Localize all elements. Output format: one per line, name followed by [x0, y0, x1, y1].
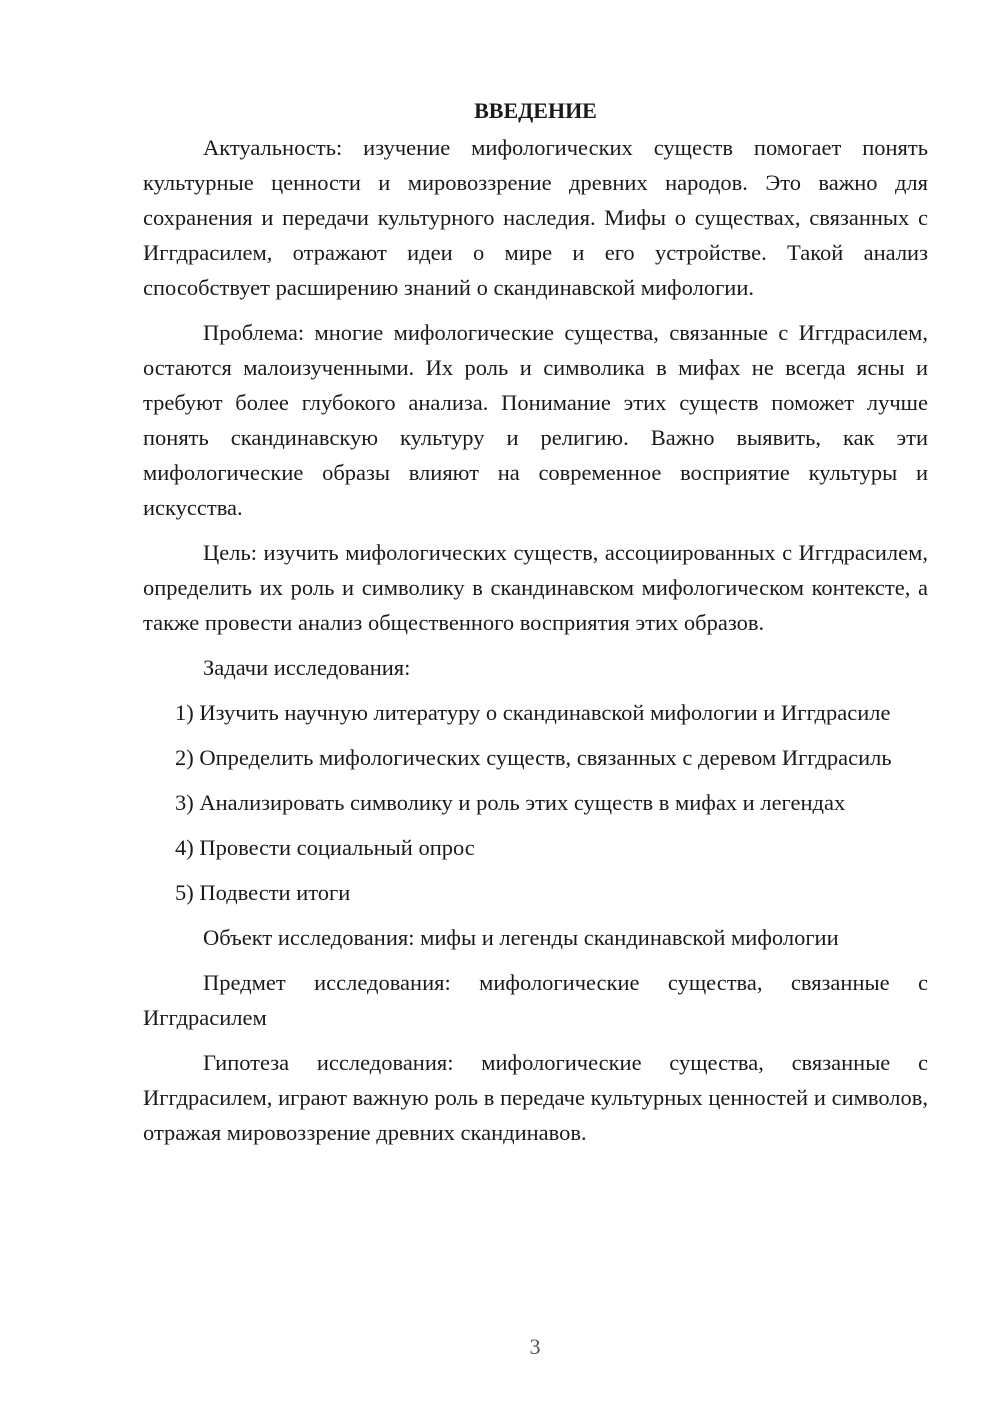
- paragraph-hypothesis: Гипотеза исследования: мифологические существа, связанные с Иггдрасилем, играют важную роль в передаче культурных ценностей и символов, отражая мировоззрение древних скандинавов.: [143, 1050, 928, 1145]
- task-item-2: 2) Определить мифологических существ, связанных с деревом Иггдрасиль: [175, 745, 892, 770]
- page-number: 3: [529, 1334, 541, 1359]
- document-page: [143, 96, 928, 1160]
- task-item-4: 4) Провести социальный опрос: [175, 835, 475, 860]
- task-item-1: 1) Изучить научную литературу о скандинавской мифологии и Иггдрасиле: [175, 700, 891, 725]
- paragraph-goal: Цель: изучить мифологических существ, ассоциированных с Иггдрасилем, определить их роль и символику в скандинавском мифологическом контексте, а также провести анализ общественного восприятия этих образов.: [143, 540, 928, 635]
- tasks-heading: Задачи исследования:: [203, 655, 411, 680]
- task-item-3: 3) Анализировать символику и роль этих существ в мифах и легендах: [175, 790, 846, 815]
- task-item-5: 5) Подвести итоги: [175, 880, 351, 905]
- paragraph-subject: Предмет исследования: мифологические существа, связанные с Иггдрасилем: [143, 970, 928, 1030]
- paragraph-relevance: Актуальность: изучение мифологических существ помогает понять культурные ценности и мировоззрение древних народов. Это важно для сохранения и передачи культурного наследия. Мифы о существах, связанных с Иггдрасилем, отражают идеи о мире и его устройстве. Такой анализ способствует расширению знаний о скандинавской мифологии.: [143, 135, 928, 300]
- paragraph-problem: Проблема: многие мифологические существа, связанные с Иггдрасилем, остаются малоизученными. Их роль и символика в мифах не всегда ясны и требуют более глубокого анализа. Понимание этих существ поможет лучше понять скандинавскую культуру и религию. Важно выявить, как эти мифологические образы влияют на современное восприятие культуры и искусства.: [143, 320, 928, 520]
- paragraph-object: Объект исследования: мифы и легенды скандинавской мифологии: [203, 925, 839, 950]
- document-title: ВВЕДЕНИЕ: [474, 98, 597, 123]
